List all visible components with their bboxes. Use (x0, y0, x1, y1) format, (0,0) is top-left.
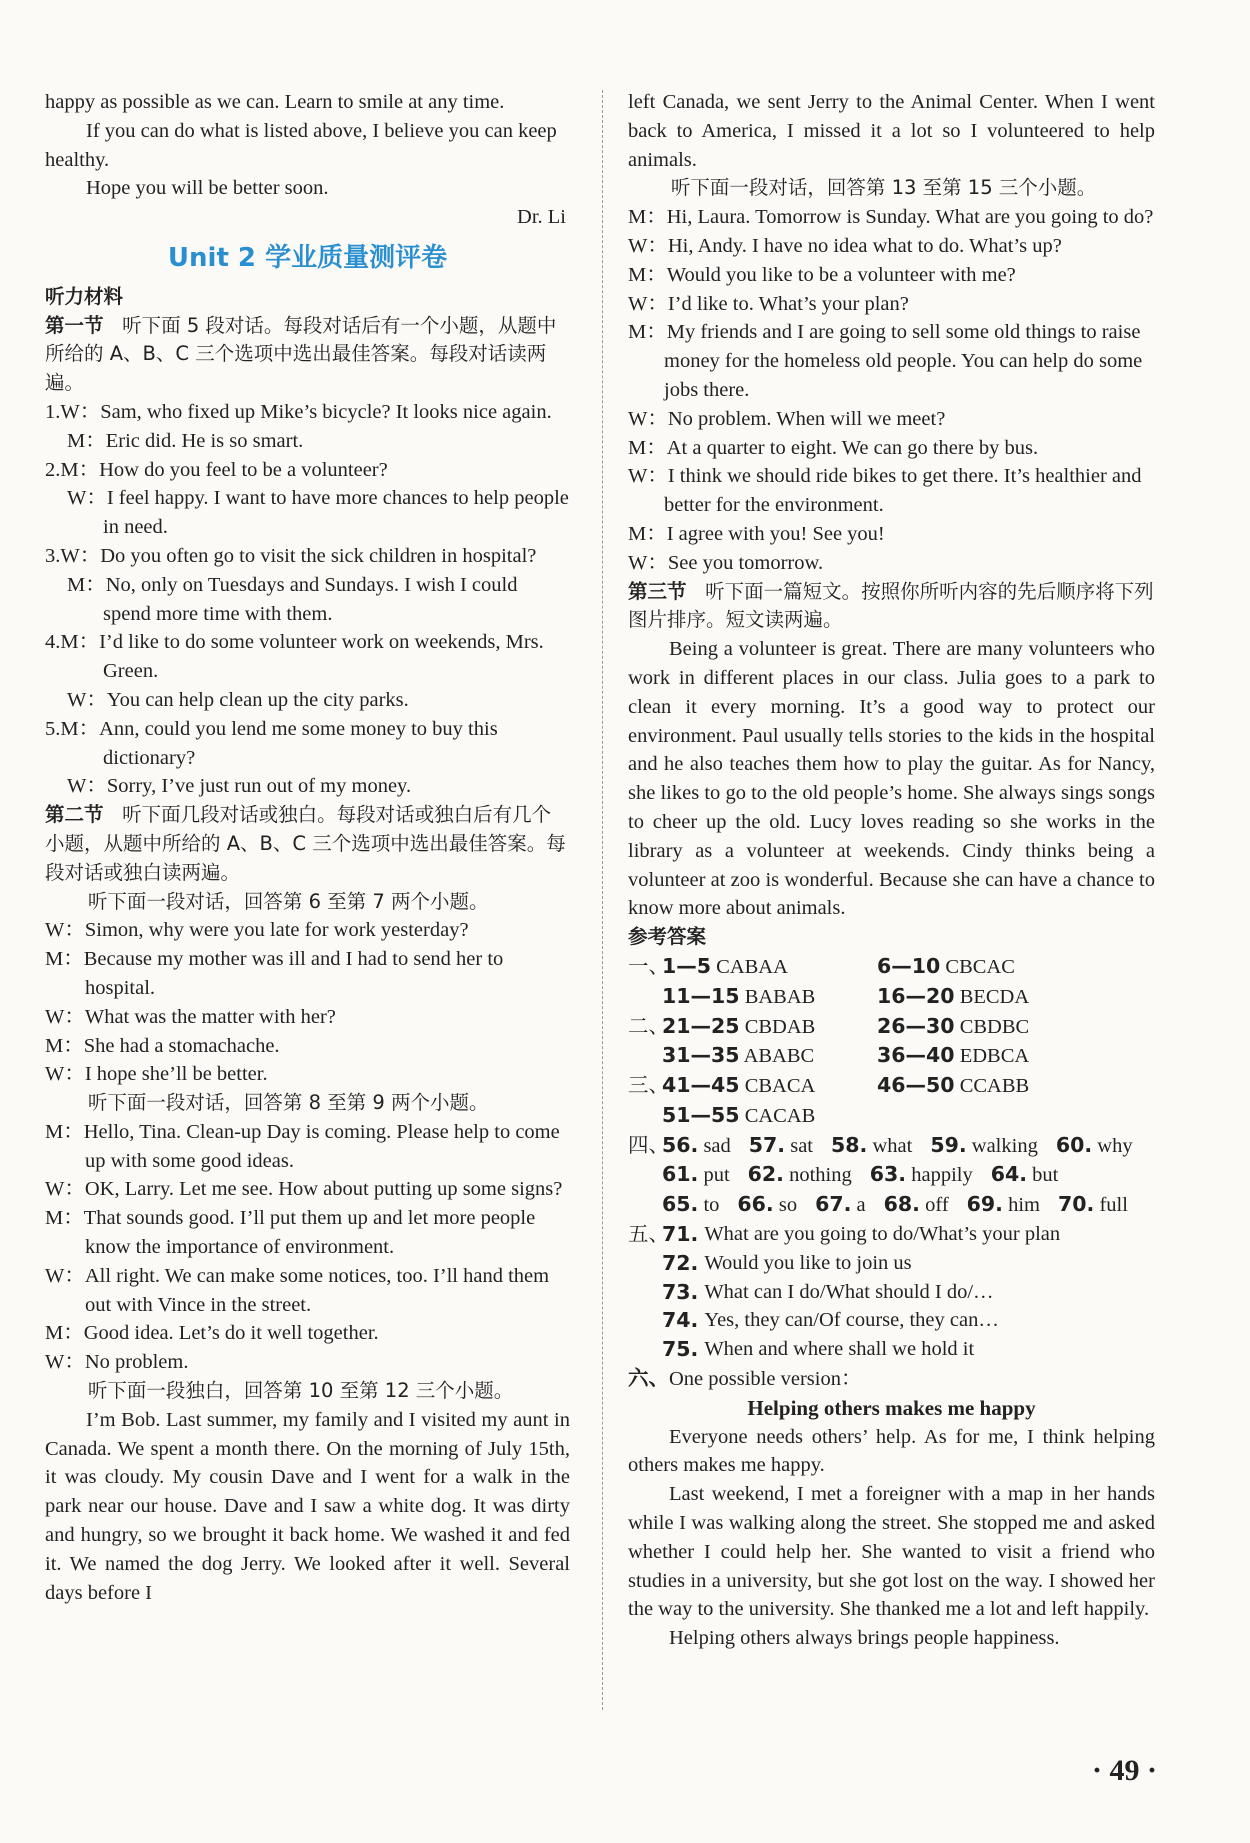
column-divider (602, 90, 603, 1710)
answer-range: 46—50 (877, 1073, 955, 1098)
answer-letters: CBACA (744, 1075, 816, 1098)
sentence-answer (628, 1335, 1155, 1364)
section-2-instructions (45, 801, 570, 887)
dialog-text: Do you often go to visit the sick children in hospital? (100, 544, 537, 567)
dialog-text: I feel happy. I want to have more chances to help people in need. (103, 487, 569, 539)
item-number: 57. (748, 1132, 786, 1157)
answer-letters: CBDBC (959, 1015, 1030, 1038)
question-number: 5. (45, 717, 61, 740)
speaker-label: W： (628, 407, 668, 430)
dialog-text: I agree with you! See you! (666, 522, 885, 545)
answer-range: 36—40 (877, 1043, 955, 1068)
question-number: 2. (45, 458, 61, 481)
part-label (628, 1306, 662, 1335)
monologue-text: I’m Bob. Last summer, my family and I visited my aunt in Canada. We spent a month there. On the morning of July 15th, it was cloudy. My cousin Dave and I went for a walk in the park near our house. Dave and I saw a white dog. It was dirty and hungry, so we brought it back home. We washed it and fed it. We named the dog Jerry. We looked after it well. Several days before I (45, 1408, 570, 1604)
answer-letters: BECDA (959, 985, 1030, 1008)
dialog-line (628, 203, 1155, 232)
fill-answer (749, 1131, 813, 1161)
item-number: 71. (662, 1222, 699, 1247)
dialog-text: I’d like to do some volunteer work on weekends, Mrs. Green. (99, 631, 544, 683)
answer-range: 16—20 (877, 983, 955, 1008)
dialog-line (45, 1003, 570, 1032)
question-intro: 听下面一段对话，回答第 8 至第 9 两个小题。 (87, 1091, 489, 1115)
instruction-text: 听下面几段对话或独白。每段对话或独白后有几个小题，从题中所给的 A、B、C 三个选项中选出最佳答案。每段对话或独白读两遍。 (45, 803, 566, 884)
item-number: 65. (662, 1192, 699, 1217)
part-label (628, 1335, 662, 1364)
answer-range: 1—5 (662, 953, 712, 978)
answer-word: nothing (789, 1164, 852, 1187)
dialog-text: Hello, Tina. Clean-up Day is coming. Please help to come up with some good ideas. (83, 1120, 560, 1172)
dialog-text: What was the matter with her? (84, 1005, 336, 1028)
sentence-answer (628, 1306, 1155, 1335)
dialog-8-9 (45, 1118, 570, 1377)
writing-intro: One possible version： (669, 1368, 862, 1391)
section-3-instructions (628, 578, 1155, 636)
answer-word: happily (911, 1164, 973, 1187)
fill-answer (991, 1160, 1059, 1190)
answer-word: full (1099, 1194, 1128, 1217)
answer-group (662, 1071, 877, 1101)
answer-key (628, 952, 1155, 1131)
dialog-line (45, 628, 570, 686)
dialog-text: I think we should ride bikes to get there. It’s healthier and better for the environment. (664, 465, 1142, 517)
question-intro: 听下面一段独白，回答第 10 至第 12 三个小题。 (87, 1379, 514, 1403)
dialog-text: That sounds good. I’ll put them up and let more people know the importance of environment. (83, 1207, 536, 1259)
answer-group (877, 1071, 1029, 1101)
answer-letters: EDBCA (959, 1045, 1030, 1068)
dialog-line (45, 1348, 570, 1377)
answer-letters: CABAA (716, 955, 788, 978)
answer-letters: CCABB (959, 1075, 1030, 1098)
answer-row (628, 982, 1155, 1012)
dialog-line (45, 1319, 570, 1348)
dialog-text: Ann, could you lend me some money to buy this dictionary? (99, 717, 498, 769)
fill-answer (662, 1160, 730, 1190)
dialog-line (45, 484, 570, 542)
sentence-answer (628, 1220, 1155, 1249)
dialog-13-15 (628, 203, 1155, 577)
writing-section (628, 1364, 1155, 1394)
part-label (628, 1160, 662, 1190)
answer-row (628, 1012, 1155, 1042)
dialog-text: How do you feel to be a volunteer? (99, 458, 388, 481)
speaker-label: M： (60, 631, 100, 654)
speaker-label: W： (60, 400, 101, 423)
short-dialogs (45, 398, 570, 801)
item-number: 66. (737, 1192, 774, 1217)
speaker-label: W： (628, 465, 668, 488)
dialog-line (45, 686, 570, 715)
speaker-label: M： (67, 429, 106, 452)
item-number: 58. (831, 1132, 868, 1157)
part-label (628, 1101, 662, 1131)
item-number: 73. (662, 1279, 699, 1304)
answer-range: 21—25 (662, 1013, 740, 1038)
dialog-line (628, 549, 1155, 578)
section-label: 第二节 (45, 803, 104, 827)
monologue-text: left Canada, we sent Jerry to the Animal Center. When I went back to America, I missed it a lot so I volunteered to help animals. (628, 91, 1155, 171)
answer-group (662, 952, 877, 982)
item-number: 69. (966, 1192, 1003, 1217)
fill-answer (748, 1160, 852, 1190)
dialog-text: All right. We can make some notices, too. I’ll hand them out with Vince in the street. (84, 1264, 550, 1316)
item-number: 74. (662, 1308, 699, 1333)
fill-answer (967, 1190, 1040, 1220)
fill-answer (884, 1190, 949, 1220)
answer-group (877, 1041, 1029, 1071)
dialog-line (45, 945, 570, 1003)
speaker-label: M： (628, 436, 667, 459)
answer-letters: CBCAC (945, 955, 1015, 978)
dialog-line (45, 1032, 570, 1061)
dialog-line (45, 1204, 570, 1262)
answer-group (662, 1012, 877, 1042)
dialog-line (45, 571, 570, 629)
essay-paragraph: Everyone needs others’ help. As for me, I think helping others makes me happy. (628, 1425, 1155, 1477)
answers-heading: 参考答案 (628, 925, 707, 949)
speaker-label: W： (628, 292, 668, 315)
answer-group (662, 1101, 877, 1131)
dialog-line (628, 232, 1155, 261)
question-number: 4. (45, 631, 61, 654)
sentence-answer (628, 1249, 1155, 1278)
part-label (628, 982, 662, 1012)
right-column (628, 88, 1155, 1653)
letter-line: If you can do what is listed above, I believe you can keep healthy. (45, 119, 557, 171)
dialog-line (628, 405, 1155, 434)
answer-word: sad (703, 1134, 731, 1157)
answer-group (877, 1012, 1029, 1042)
dialog-text: At a quarter to eight. We can go there by bus. (666, 436, 1039, 459)
answer-word: walking (971, 1134, 1038, 1157)
speaker-label: W： (67, 487, 107, 510)
speaker-label: M： (67, 573, 106, 596)
fill-answer (831, 1131, 912, 1161)
dialog-text: See you tomorrow. (667, 551, 824, 574)
speaker-label: W： (45, 1005, 85, 1028)
part-label: 一、 (628, 953, 669, 978)
dialog-line (628, 434, 1155, 463)
speaker-label: W： (67, 775, 107, 798)
part-label: 五、 (628, 1222, 669, 1247)
speaker-label: M： (45, 1322, 84, 1345)
answer-word: sat (790, 1134, 814, 1157)
question-intro: 听下面一段对话，回答第 13 至第 15 三个小题。 (670, 176, 1097, 200)
essay-title: Helping others makes me happy (747, 1395, 1036, 1420)
answer-row (628, 1041, 1155, 1071)
instruction-text: 听下面一篇短文。按照你所听内容的先后顺序将下列图片排序。短文读两遍。 (628, 579, 1154, 632)
letter-line: happy as possible as we can. Learn to smile at any time. (45, 91, 505, 113)
dialog-text: Sam, who fixed up Mike’s bicycle? It looks nice again. (100, 400, 552, 423)
answer-letters: CBDAB (744, 1015, 816, 1038)
word-fill-answers (628, 1131, 1155, 1220)
item-number: 63. (869, 1162, 907, 1187)
dialog-text: Hi, Laura. Tomorrow is Sunday. What are you going to do? (666, 206, 1154, 229)
question-number: 1. (45, 400, 61, 423)
speaker-label: W： (67, 688, 107, 711)
answer-row (628, 952, 1155, 982)
dialog-text: You can help clean up the city parks. (106, 688, 409, 711)
item-number: 67. (815, 1192, 852, 1217)
answer-text: What are you going to do/What’s your plan (704, 1223, 1061, 1246)
answer-group (877, 982, 1029, 1012)
dialog-line (45, 1060, 570, 1089)
answer-word: why (1097, 1134, 1133, 1157)
answer-word: put (703, 1164, 730, 1187)
section-label: 第一节 (45, 313, 104, 337)
dialog-text: Eric did. He is so smart. (105, 429, 304, 452)
item-number: 70. (1058, 1192, 1095, 1217)
dialog-line (628, 462, 1155, 520)
item-number: 68. (883, 1192, 920, 1217)
answer-range: 31—35 (662, 1043, 740, 1068)
answer-letters: BABAB (744, 985, 816, 1008)
answer-word: so (778, 1194, 798, 1217)
answer-text: What can I do/What should I do/… (704, 1280, 994, 1303)
speaker-label: W： (45, 1063, 85, 1086)
speaker-label: W： (45, 919, 85, 942)
part-label (628, 1249, 662, 1278)
answer-text: Would you like to join us (704, 1251, 912, 1274)
speaker-label: M： (628, 522, 667, 545)
fill-answer (662, 1131, 731, 1161)
item-number: 62. (747, 1162, 784, 1187)
speaker-label: W： (45, 1178, 85, 1201)
answer-range: 11—15 (662, 983, 740, 1008)
dialog-text: I’d like to. What’s your plan? (667, 292, 909, 315)
dialog-line (45, 398, 570, 427)
letter-signature: Dr. Li (517, 206, 566, 229)
answer-word: him (1008, 1194, 1041, 1217)
unit-title: Unit 2 学业质量测评卷 (167, 242, 448, 273)
speaker-label: W： (45, 1351, 85, 1374)
dialog-text: Good idea. Let’s do it well together. (83, 1322, 379, 1345)
speaker-label: W： (628, 234, 668, 257)
fill-answer (1058, 1190, 1128, 1220)
dialog-text: My friends and I are going to sell some old things to raise money for the homeless old people. You can help do some jobs there. (664, 321, 1143, 401)
dialog-text: Because my mother was ill and I had to send her to hospital. (83, 948, 504, 999)
item-number: 59. (930, 1132, 967, 1157)
fill-answer (815, 1190, 866, 1220)
dialog-line (45, 1262, 570, 1320)
dialog-6-7 (45, 916, 570, 1089)
answer-range: 51—55 (662, 1102, 740, 1127)
essay-paragraph: Helping others always brings people happiness. (669, 1627, 1060, 1650)
fill-answer (662, 1190, 719, 1220)
answer-text: When and where shall we hold it (704, 1338, 975, 1361)
speaker-label: M： (45, 1120, 84, 1143)
dialog-text: Hi, Andy. I have no idea what to do. What’s up? (667, 234, 1062, 257)
speaker-label: M： (628, 263, 667, 286)
answer-row (628, 1071, 1155, 1101)
answer-group (877, 952, 1015, 982)
item-number: 56. (662, 1132, 699, 1157)
fill-row (628, 1190, 1155, 1220)
dialog-text: OK, Larry. Let me see. How about putting up some signs? (84, 1178, 563, 1201)
left-column (45, 88, 570, 1607)
dialog-line (45, 1175, 570, 1204)
dialog-line (45, 1118, 570, 1176)
answer-letters: CACAB (744, 1104, 816, 1127)
speaker-label: W： (60, 544, 101, 567)
page-number: · 49 · (1092, 1754, 1158, 1787)
answer-word: a (856, 1194, 866, 1217)
dialog-text: Would you like to be a volunteer with me? (666, 263, 1016, 286)
answer-row (628, 1101, 1155, 1131)
speaker-label: W： (628, 551, 668, 574)
answer-word: what (872, 1134, 913, 1157)
speaker-label: W： (45, 1264, 85, 1287)
speaker-label: M： (628, 206, 667, 229)
section-label: 第三节 (628, 579, 687, 603)
dialog-text: Sorry, I’ve just run out of my money. (106, 775, 412, 798)
question-intro: 听下面一段对话，回答第 6 至第 7 两个小题。 (87, 889, 489, 913)
dialog-line (45, 456, 570, 485)
dialog-text: She had a stomachache. (83, 1034, 280, 1057)
part-label (628, 1278, 662, 1307)
fill-answer (1056, 1131, 1133, 1161)
answer-text: Yes, they can/Of course, they can… (704, 1309, 999, 1332)
dialog-line (45, 916, 570, 945)
dialog-text: No, only on Tuesdays and Sundays. I wish I could spend more time with them. (103, 573, 518, 625)
dialog-text: No problem. When will we meet? (667, 407, 946, 430)
dialog-line (628, 261, 1155, 290)
letter-line: Hope you will be better soon. (86, 177, 329, 200)
dialog-text: Simon, why were you late for work yesterday? (84, 919, 469, 942)
speaker-label: M： (45, 1034, 84, 1057)
dialog-line (45, 715, 570, 773)
part-label (628, 1041, 662, 1071)
answer-range: 41—45 (662, 1073, 740, 1098)
fill-row (628, 1131, 1155, 1161)
dialog-line (628, 318, 1155, 404)
speaker-label: M： (45, 948, 84, 971)
part-label: 四、 (628, 1132, 669, 1157)
dialog-line (628, 520, 1155, 549)
question-number: 3. (45, 544, 61, 567)
answer-letters: ABABC (743, 1045, 815, 1068)
sentence-answer (628, 1278, 1155, 1307)
fill-answer (930, 1131, 1038, 1161)
item-number: 64. (990, 1162, 1028, 1187)
item-number: 61. (662, 1162, 699, 1187)
answer-word: but (1032, 1164, 1059, 1187)
fill-answer (737, 1190, 797, 1220)
answer-word: to (703, 1194, 720, 1217)
answer-word: off (925, 1194, 949, 1217)
passage-text: Being a volunteer is great. There are many volunteers who work in different places in our class. Julia goes to a park to clean it every morning. It’s a good way to protect our environment. Paul usually tells stories to the kids in the hospital and he also teaches them how to play the guitar. As for Nancy, she likes to go to the old people’s home. She always sings songs to cheer up the old. Lucy loves reading so she works in the library as a volunteer at weekends. Cindy thinks being a volunteer at zoo is wonderful. Because she can have a chance to know more about animals. (628, 638, 1155, 920)
speaker-label: M： (45, 1207, 84, 1230)
speaker-label: M： (60, 717, 100, 740)
answer-range: 6—10 (877, 953, 941, 978)
item-number: 75. (662, 1337, 699, 1362)
dialog-line (628, 290, 1155, 319)
part-label: 二、 (628, 1013, 669, 1038)
sentence-answers (628, 1220, 1155, 1364)
dialog-line (45, 427, 570, 456)
section-1-instructions (45, 312, 570, 398)
answer-group (662, 1041, 877, 1071)
fill-answer (870, 1160, 973, 1190)
essay-paragraph: Last weekend, I met a foreigner with a map in her hands while I was walking along the street. She stopped me and asked whether I could help her. She wanted to visit a friend who studies in a university, but she got lost on the way. I showed her the way to the university. She thanked me a lot and left happily. (628, 1483, 1155, 1621)
dialog-text: I hope she’ll be better. (84, 1063, 268, 1086)
dialog-line (45, 772, 570, 801)
item-number: 72. (662, 1250, 699, 1275)
part-label (628, 1190, 662, 1220)
instruction-text: 听下面 5 段对话。每段对话后有一个小题，从题中所给的 A、B、C 三个选项中选出最佳答案。每段对话读两遍。 (45, 313, 557, 395)
item-number: 60. (1055, 1132, 1093, 1157)
speaker-label: M： (60, 458, 100, 481)
speaker-label: M： (628, 321, 667, 344)
section-label: 六、 (628, 1366, 669, 1391)
dialog-line (45, 542, 570, 571)
answer-range: 26—30 (877, 1013, 955, 1038)
fill-row (628, 1160, 1155, 1190)
listening-heading: 听力材料 (45, 284, 124, 308)
part-label: 三、 (628, 1073, 669, 1098)
answer-group (662, 982, 877, 1012)
dialog-text: No problem. (84, 1351, 189, 1374)
